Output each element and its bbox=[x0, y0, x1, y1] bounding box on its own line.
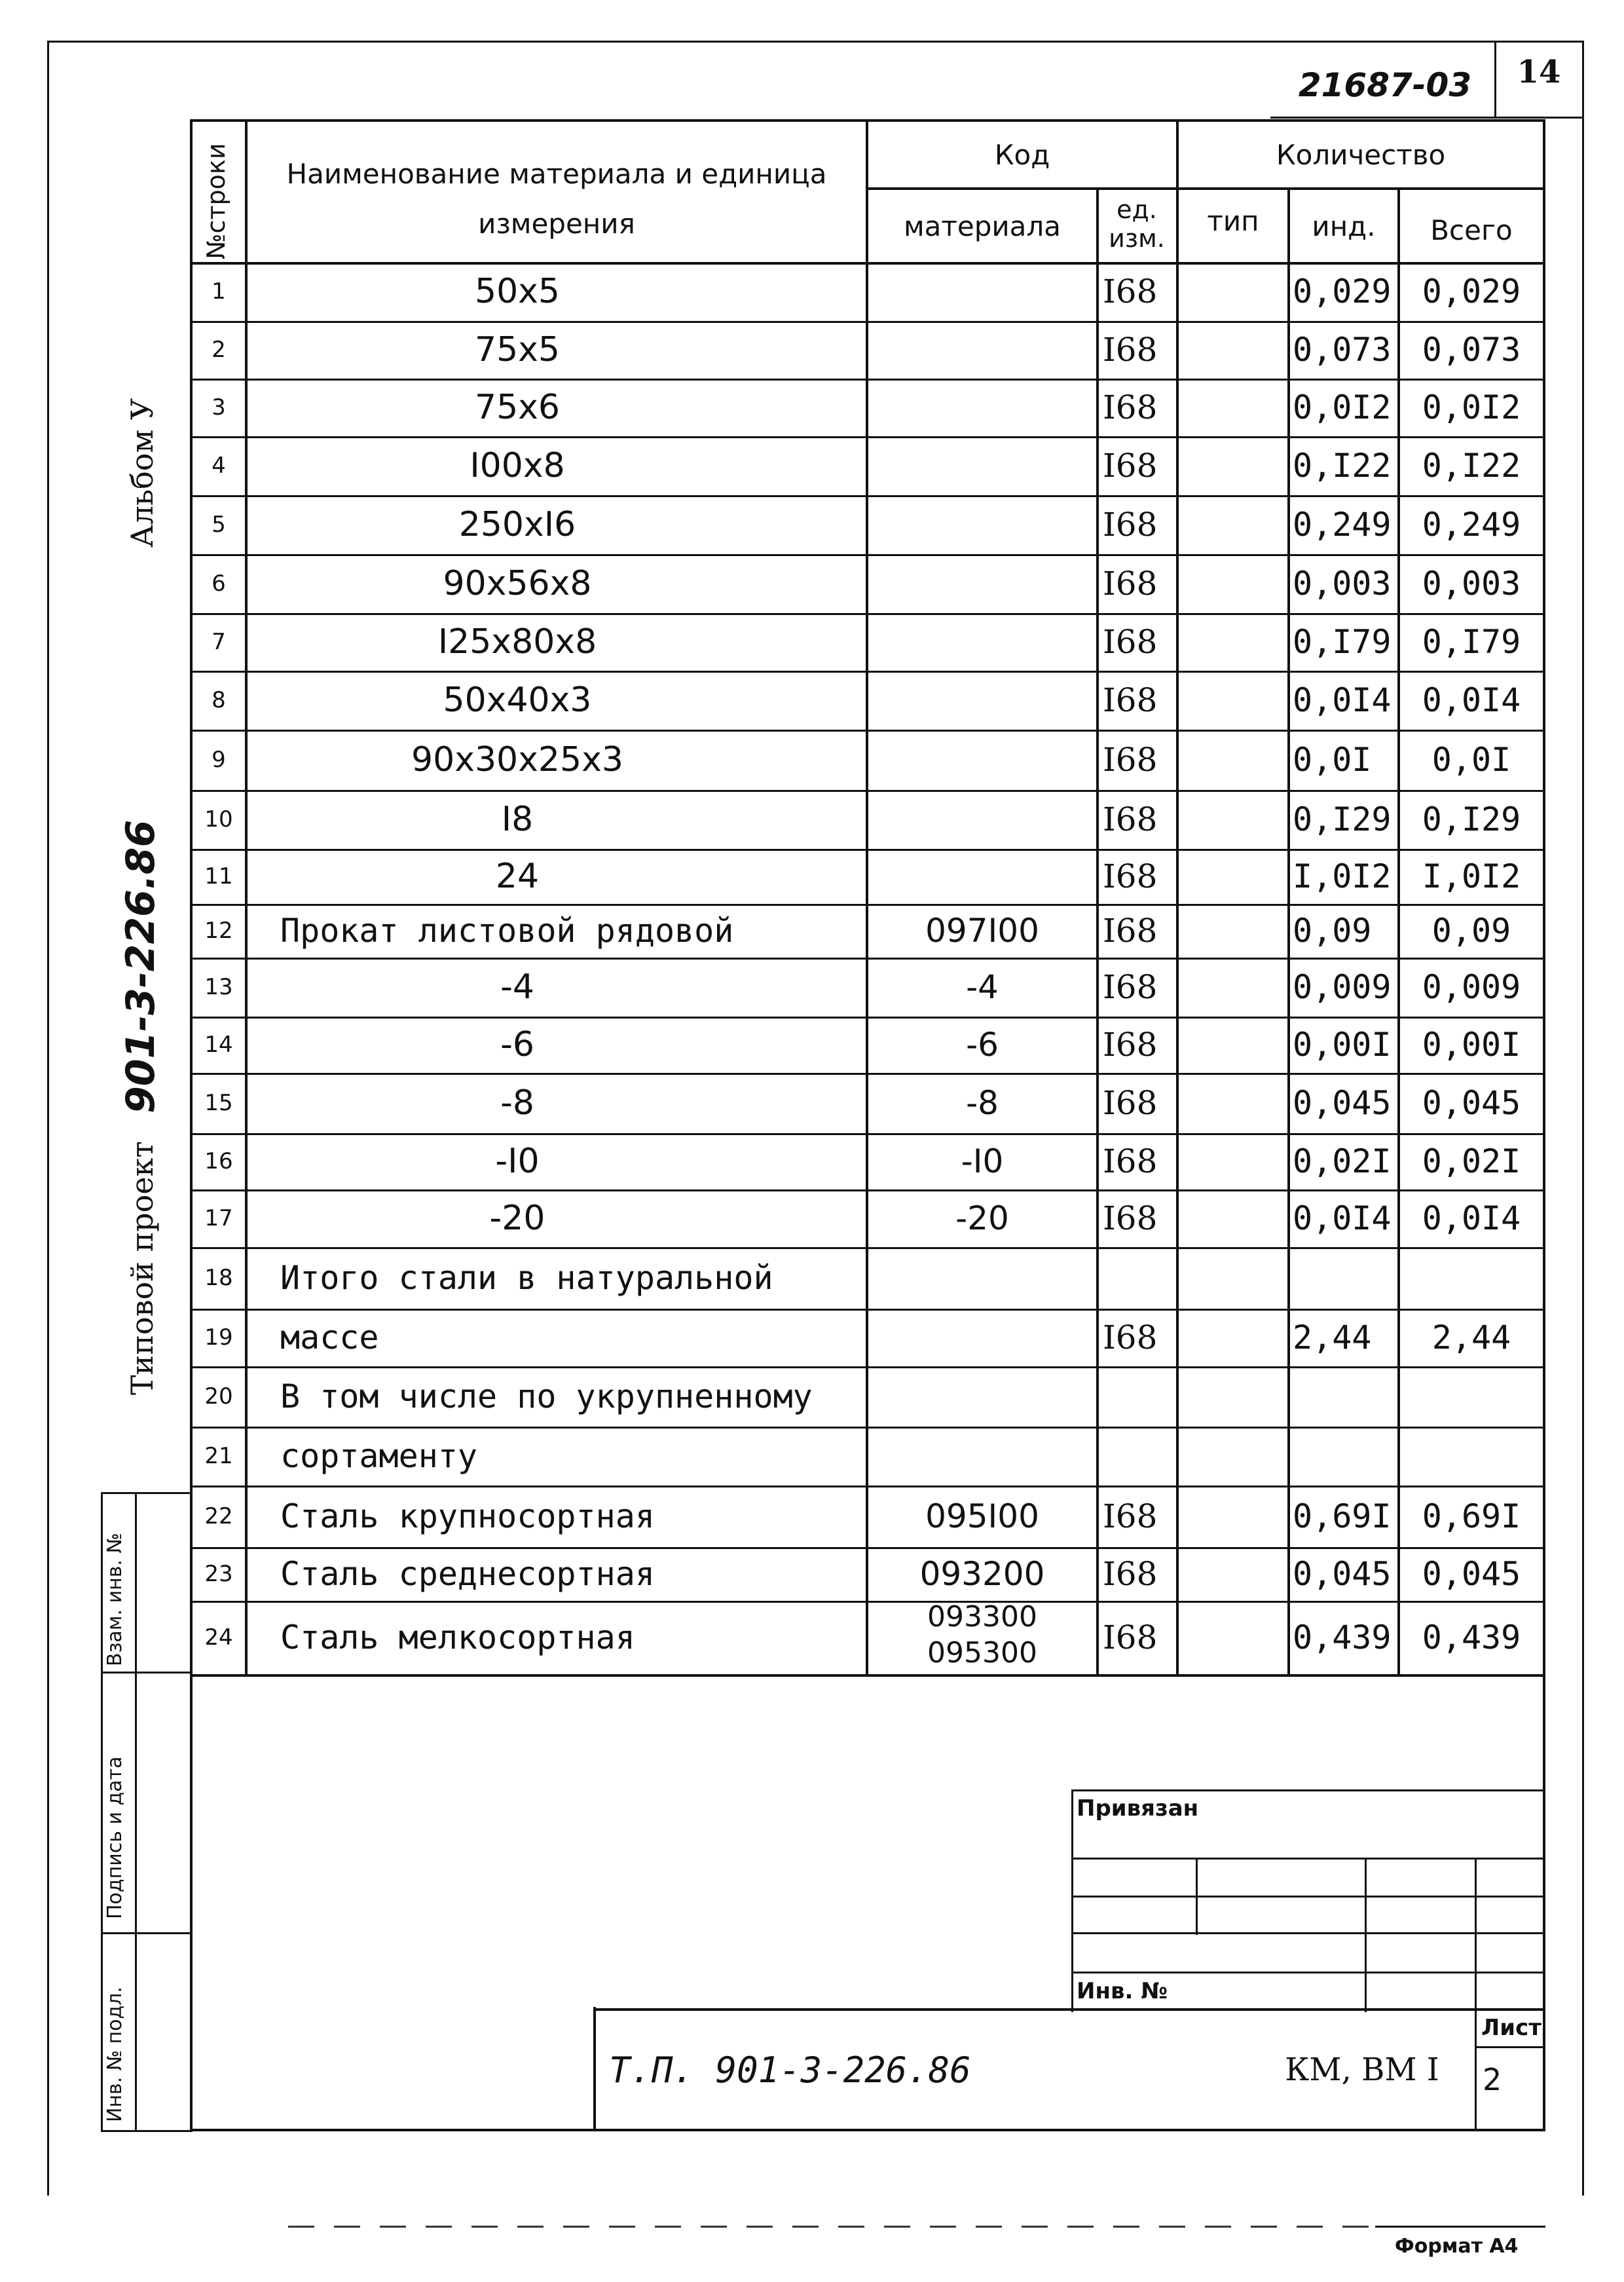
table-row-number: 11 bbox=[204, 863, 233, 889]
table-row-number: 24 bbox=[204, 1624, 233, 1651]
header-name: Наименование материала и единица измерения bbox=[286, 158, 827, 240]
table-row-total: 0,I29 bbox=[1422, 800, 1521, 838]
table-row-code: -I0 bbox=[961, 1142, 1004, 1180]
table-row-name: 75x5 bbox=[474, 330, 561, 369]
table-row-name: сортаменту bbox=[280, 1437, 478, 1475]
table-row-ind: 0,045 bbox=[1293, 1084, 1392, 1122]
table-row-code bbox=[868, 495, 1096, 554]
table-row-unit: I68 bbox=[1103, 1084, 1158, 1122]
table-row-ind: 0,I29 bbox=[1293, 800, 1392, 838]
header-code: Код bbox=[994, 138, 1050, 171]
table-row-ind: 0,I22 bbox=[1293, 447, 1392, 485]
table-row-unit: I68 bbox=[1103, 800, 1158, 838]
table-row-ind: 0,009 bbox=[1293, 968, 1392, 1006]
designation: Т.П. 901-3-226.86 bbox=[609, 2049, 971, 2091]
table-row-name: Сталь крупносортная bbox=[280, 1497, 655, 1535]
table-row-name: -8 bbox=[500, 1083, 534, 1123]
table-row-number: 20 bbox=[204, 1383, 233, 1410]
table-row-number: 14 bbox=[204, 1032, 233, 1058]
table-row-unit: I68 bbox=[1103, 331, 1158, 369]
table-row-code bbox=[868, 849, 1096, 904]
table-row-total: 2,44 bbox=[1431, 1319, 1511, 1356]
table-row-ind: 0,045 bbox=[1293, 1555, 1392, 1593]
table-row-number: 8 bbox=[212, 687, 226, 713]
table-row-unit: I68 bbox=[1103, 388, 1158, 426]
table-row-name: 90x30x25x3 bbox=[411, 740, 623, 779]
table-row-name: 24 bbox=[495, 857, 540, 896]
table-row-total bbox=[1400, 1427, 1543, 1486]
designation-text bbox=[609, 2037, 1133, 2103]
header-q-total: Всего bbox=[1430, 214, 1513, 246]
table-row-code bbox=[868, 1309, 1096, 1366]
table-row-total: 0,249 bbox=[1422, 506, 1521, 544]
table-row-total: 0,I79 bbox=[1422, 623, 1521, 661]
table-row-total: 0,073 bbox=[1422, 331, 1521, 369]
table-row-code bbox=[868, 262, 1096, 321]
header-row-number: №строки bbox=[202, 143, 231, 259]
table-row-code: 093300 bbox=[927, 1599, 1037, 1634]
table-row-name: Прокат листовой рядовой bbox=[280, 912, 734, 950]
table-row-number: 4 bbox=[212, 453, 226, 479]
table-row-total: 0,029 bbox=[1422, 272, 1521, 310]
table-row-unit: I68 bbox=[1103, 447, 1158, 485]
table-row-name: Итого стали в натуральной bbox=[280, 1259, 773, 1297]
table-row-total: I,0I2 bbox=[1422, 857, 1521, 895]
header-code-unit: ед. изм. bbox=[1109, 195, 1165, 253]
table-row-unit: I68 bbox=[1103, 968, 1158, 1006]
table-row-number: 1 bbox=[212, 278, 226, 305]
stamp-div-2 bbox=[101, 1932, 193, 1934]
table-row-ind: 0,69I bbox=[1293, 1497, 1392, 1535]
table-row-name: I25x80x8 bbox=[437, 622, 597, 662]
table-row-name: -6 bbox=[500, 1025, 534, 1064]
table-row-code: -8 bbox=[966, 1084, 999, 1122]
stamp-mid-border bbox=[135, 1492, 137, 2131]
table-row-total: 0,009 bbox=[1422, 968, 1521, 1006]
document-number: 21687-03 bbox=[1298, 66, 1472, 104]
table-row-number: 19 bbox=[204, 1324, 233, 1351]
table-row-ind: 0,I79 bbox=[1293, 623, 1392, 661]
table-row-number: 2 bbox=[212, 337, 226, 363]
table-row-unit: I68 bbox=[1103, 681, 1158, 719]
format-label: Формат А4 bbox=[1395, 2234, 1519, 2258]
stamp-top bbox=[101, 1492, 193, 1494]
table-row-unit: I68 bbox=[1103, 506, 1158, 544]
table-row-name: 90x56x8 bbox=[443, 564, 592, 603]
table-row-total: 0,0I2 bbox=[1422, 388, 1521, 426]
table-row-ind: 0,073 bbox=[1293, 331, 1392, 369]
table-row-code bbox=[868, 379, 1096, 436]
table-row-number: 15 bbox=[204, 1090, 233, 1116]
table-row-name: 50x40x3 bbox=[443, 681, 592, 720]
table-row-number: 16 bbox=[204, 1148, 233, 1174]
privyazan-col-2 bbox=[1365, 1858, 1367, 2012]
table-row-unit: I68 bbox=[1103, 857, 1158, 895]
sheet-label: Лист bbox=[1481, 2015, 1541, 2041]
table-row-code bbox=[868, 1427, 1096, 1486]
table-row-number: 17 bbox=[204, 1205, 233, 1231]
table-row-code: 095I00 bbox=[925, 1497, 1039, 1535]
header-code-material: материала bbox=[903, 210, 1061, 242]
table-row-number: 22 bbox=[204, 1503, 233, 1529]
table-row-unit bbox=[1103, 1427, 1176, 1486]
table-row-number: 18 bbox=[204, 1265, 233, 1291]
table-row-unit: I68 bbox=[1103, 565, 1158, 603]
mark-text: КМ, ВМ I bbox=[1285, 2051, 1439, 2088]
header-q-ind: инд. bbox=[1312, 210, 1376, 242]
table-row-total: 0,I22 bbox=[1422, 447, 1521, 485]
table-row-code: -6 bbox=[966, 1026, 999, 1064]
designation-top bbox=[593, 2008, 1545, 2011]
inv-podl-label: Инв. № подл. bbox=[103, 1987, 126, 2122]
table-row-unit: I68 bbox=[1103, 741, 1158, 779]
table-row-unit bbox=[1103, 1366, 1176, 1427]
footer-line bbox=[1375, 2226, 1545, 2228]
table-row-unit bbox=[1103, 1247, 1176, 1309]
table-row-ind: 2,44 bbox=[1293, 1319, 1372, 1356]
album-label: Альбом У bbox=[124, 398, 160, 548]
table-row-code: -4 bbox=[966, 968, 999, 1006]
table-row-code bbox=[868, 554, 1096, 613]
privyazan-col-3 bbox=[1475, 1858, 1477, 2012]
table-row-number: 10 bbox=[204, 806, 233, 832]
footer-dash-line bbox=[288, 2226, 1480, 2228]
table-row-ind bbox=[1293, 1247, 1397, 1309]
table-row-name: Сталь мелкосортная bbox=[280, 1618, 635, 1656]
vzam-inv-label: Взам. инв. № bbox=[103, 1533, 126, 1666]
table-row-number: 21 bbox=[204, 1443, 233, 1469]
stamp-div-1 bbox=[101, 1672, 193, 1674]
table-row-ind: 0,00I bbox=[1293, 1026, 1392, 1064]
table-row-total: 0,045 bbox=[1422, 1084, 1521, 1122]
table-row-ind: 0,0I4 bbox=[1293, 1199, 1392, 1237]
table-row-unit: I68 bbox=[1103, 272, 1158, 310]
table-row-ind: I,0I2 bbox=[1293, 857, 1392, 895]
table-row-total: 0,0I4 bbox=[1422, 1199, 1521, 1237]
table-row-total bbox=[1400, 1366, 1543, 1427]
table-row-code bbox=[868, 1366, 1096, 1427]
privyazan-top bbox=[1071, 1789, 1545, 1791]
table-row-total bbox=[1400, 1247, 1543, 1309]
table-row-ind: 0,0I2 bbox=[1293, 388, 1392, 426]
sheet-left bbox=[1475, 2008, 1477, 2130]
table-row-total: 0,02I bbox=[1422, 1142, 1521, 1180]
stamp-bottom bbox=[101, 2130, 193, 2132]
table-row-code bbox=[868, 613, 1096, 671]
page-number: 14 bbox=[1517, 54, 1561, 90]
table-row-unit: I68 bbox=[1103, 1199, 1158, 1237]
table-row-name: 50x5 bbox=[474, 272, 561, 311]
table-row-code bbox=[868, 321, 1096, 379]
table-row-total: 0,045 bbox=[1422, 1555, 1521, 1593]
stamp-left-border bbox=[101, 1492, 103, 2131]
table-row-code bbox=[868, 671, 1096, 730]
table-row-code bbox=[868, 730, 1096, 790]
privyazan-label: Привязан bbox=[1077, 1795, 1199, 1822]
table-row-total: 0,439 bbox=[1422, 1618, 1521, 1656]
table-row-ind: 0,02I bbox=[1293, 1142, 1392, 1180]
table-row-ind bbox=[1293, 1427, 1397, 1486]
table-row-name: -I0 bbox=[495, 1142, 540, 1181]
table-row-unit: I68 bbox=[1103, 1142, 1158, 1180]
table-row-name: I8 bbox=[501, 800, 534, 839]
table-row-number: 6 bbox=[212, 570, 226, 597]
table-row-unit: I68 bbox=[1103, 1026, 1158, 1064]
table-row-number: 3 bbox=[212, 394, 226, 421]
table-row-ind: 0,249 bbox=[1293, 506, 1392, 544]
table-row-name: В том числе по укрупненному bbox=[280, 1377, 813, 1415]
sheet-number: 2 bbox=[1483, 2062, 1502, 2097]
header-q-type: тип bbox=[1207, 204, 1259, 237]
table-row-total: 0,003 bbox=[1422, 565, 1521, 603]
table-row-code: 093200 bbox=[919, 1555, 1045, 1593]
table-row-name: 75x6 bbox=[474, 388, 561, 427]
header-quantity: Количество bbox=[1276, 138, 1446, 171]
project-number-label: 901-3-226.86 bbox=[118, 819, 164, 1113]
privyazan-left bbox=[1071, 1789, 1073, 2012]
table-row-total: 0,0I bbox=[1431, 741, 1511, 779]
table-row-number: 9 bbox=[212, 747, 226, 773]
table-row-ind: 0,0I4 bbox=[1293, 681, 1392, 719]
table-row-ind: 0,003 bbox=[1293, 565, 1392, 603]
table-row-unit: I68 bbox=[1103, 912, 1158, 950]
inv-no-label: Инв. № bbox=[1077, 1978, 1168, 2004]
table-row-name: Сталь среднесортная bbox=[280, 1555, 655, 1593]
table-row-unit: I68 bbox=[1103, 1497, 1158, 1535]
title-area-top bbox=[190, 1674, 1545, 1677]
table-row-name: -20 bbox=[489, 1199, 545, 1238]
table-row-number: 7 bbox=[212, 629, 226, 655]
table-row-ind: 0,09 bbox=[1293, 912, 1372, 950]
row-24-code-line2: 095300 bbox=[927, 1636, 1037, 1670]
frame-bottom bbox=[190, 2129, 1545, 2131]
table-row-ind: 0,439 bbox=[1293, 1618, 1392, 1656]
privyazan-col-1 bbox=[1196, 1858, 1198, 1935]
designation-left bbox=[593, 2007, 596, 2131]
table-row-ind: 0,0I bbox=[1293, 741, 1372, 779]
project-prefix-label: Типовой проект bbox=[124, 1141, 160, 1395]
table-row-total: 0,0I4 bbox=[1422, 681, 1521, 719]
sheet-divider bbox=[1475, 2046, 1545, 2048]
table-row-total: 0,00I bbox=[1422, 1026, 1521, 1064]
table-row-number: 12 bbox=[204, 918, 233, 944]
table-row-number: 13 bbox=[204, 974, 233, 1000]
table-row-number: 23 bbox=[204, 1561, 233, 1587]
table-row-code bbox=[868, 790, 1096, 849]
table-row-ind bbox=[1293, 1366, 1397, 1427]
table-row-total: 0,69I bbox=[1422, 1497, 1521, 1535]
table-row-unit: I68 bbox=[1103, 1618, 1158, 1656]
table-row-code bbox=[868, 436, 1096, 495]
table-row-unit: I68 bbox=[1103, 1319, 1158, 1356]
table-row-code bbox=[868, 1247, 1096, 1309]
table-row-unit: I68 bbox=[1103, 1555, 1158, 1593]
table-row-name: 250xI6 bbox=[458, 505, 576, 544]
table-row-number: 5 bbox=[212, 512, 226, 538]
table-row-code: -20 bbox=[955, 1199, 1009, 1237]
table-row-ind: 0,029 bbox=[1293, 272, 1392, 310]
table-row-code: 097I00 bbox=[925, 912, 1039, 950]
signature-date-label: Подпись и дата bbox=[103, 1756, 126, 1919]
table-row-name: I00x8 bbox=[470, 446, 565, 485]
table-row-name: -4 bbox=[500, 967, 534, 1007]
table-row-name: массе bbox=[280, 1319, 379, 1356]
table-row-unit: I68 bbox=[1103, 623, 1158, 661]
table-row-total: 0,09 bbox=[1431, 912, 1511, 950]
